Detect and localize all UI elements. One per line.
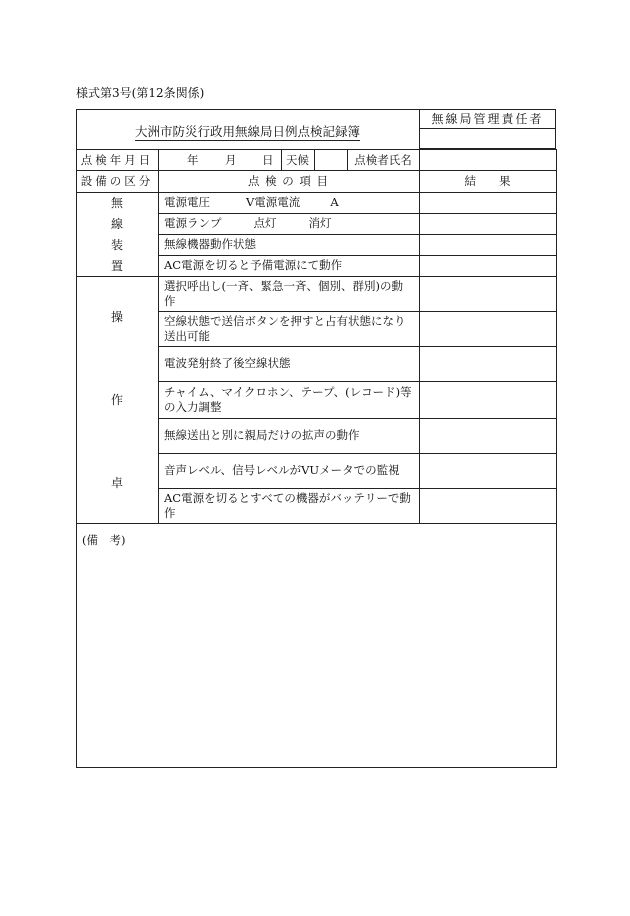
result-field[interactable]	[419, 418, 556, 453]
result-field[interactable]	[419, 276, 556, 311]
item-voltage	[158, 192, 419, 213]
date-label: 点検年月日	[80, 152, 154, 167]
year-label: 年	[187, 152, 199, 167]
current-label: V電源電流	[246, 195, 301, 209]
result-field[interactable]	[419, 453, 556, 488]
remarks-label: (備 考)	[82, 533, 126, 547]
item-ac-backup: AC電源を切ると予備電源にて動作	[164, 258, 343, 272]
lamp-label: 電源ランプ	[164, 216, 222, 230]
result-field[interactable]	[419, 255, 556, 276]
section-char: 作	[110, 392, 123, 407]
result-field[interactable]	[419, 381, 556, 418]
remarks-field[interactable]	[77, 550, 555, 765]
item-local-pa: 無線送出と別に親局だけの拡声の動作	[164, 428, 360, 442]
section-char: 線	[110, 217, 123, 231]
weather-field[interactable]	[314, 149, 347, 170]
item-input-adjust: チャイム、マイクロホン、テープ、(レコード)等の入力調整	[164, 384, 412, 414]
month-label: 月	[225, 152, 237, 167]
result-field[interactable]	[419, 488, 556, 523]
result-field[interactable]	[419, 234, 556, 255]
section-char: 操	[110, 309, 123, 324]
item-lamp	[158, 213, 419, 234]
item-device-status: 無線機器動作状態	[164, 237, 256, 251]
result-header: 結 果	[464, 174, 511, 188]
voltage-label: 電源電圧	[164, 195, 210, 209]
item-selective-call: 選択呼出し(一斉、緊急一斉、個別、群別)の動作	[164, 278, 403, 308]
result-field[interactable]	[419, 311, 556, 346]
grid-line	[76, 767, 557, 768]
document-title	[76, 122, 419, 140]
inspector-label: 点検者氏名	[354, 152, 412, 167]
form-number-label: 様式第3号(第12条関係)	[76, 86, 205, 100]
inspector-field[interactable]	[419, 149, 556, 170]
section-char: 置	[110, 259, 123, 273]
manager-label: 無線局管理責任者	[419, 109, 556, 129]
item-vu-monitor: 音声レベル、信号レベルがVUメータでの監視	[164, 463, 400, 477]
weather-label: 天候	[286, 152, 309, 167]
item-transmit-ready: 空線状態で送信ボタンを押すと占有状態になり送出可能	[164, 313, 406, 343]
items-header: 点 検 の 項 目	[247, 174, 330, 188]
grid-line	[76, 523, 557, 524]
lamp-off-label: 消灯	[308, 216, 332, 230]
section-char: 装	[110, 238, 123, 252]
manager-signature-field[interactable]	[419, 128, 556, 149]
document-title-text: 大洲市防災行政用無線局日例点検記録簿	[134, 124, 360, 139]
section-char: 無	[110, 196, 123, 210]
category-header: 設備の区分	[80, 174, 154, 188]
lamp-on-label: 点灯	[253, 216, 277, 230]
result-field[interactable]	[419, 213, 556, 234]
item-battery-operation: AC電源を切るとすべての機器がバッテリーで動作	[164, 490, 411, 520]
amp-unit: A	[330, 195, 339, 209]
section-char: 卓	[110, 475, 123, 490]
result-field[interactable]	[419, 192, 556, 213]
grid-line	[556, 149, 557, 767]
day-label: 日	[262, 152, 274, 167]
item-idle-after-tx: 電波発射終了後空線状態	[164, 356, 291, 370]
result-field[interactable]	[419, 346, 556, 381]
